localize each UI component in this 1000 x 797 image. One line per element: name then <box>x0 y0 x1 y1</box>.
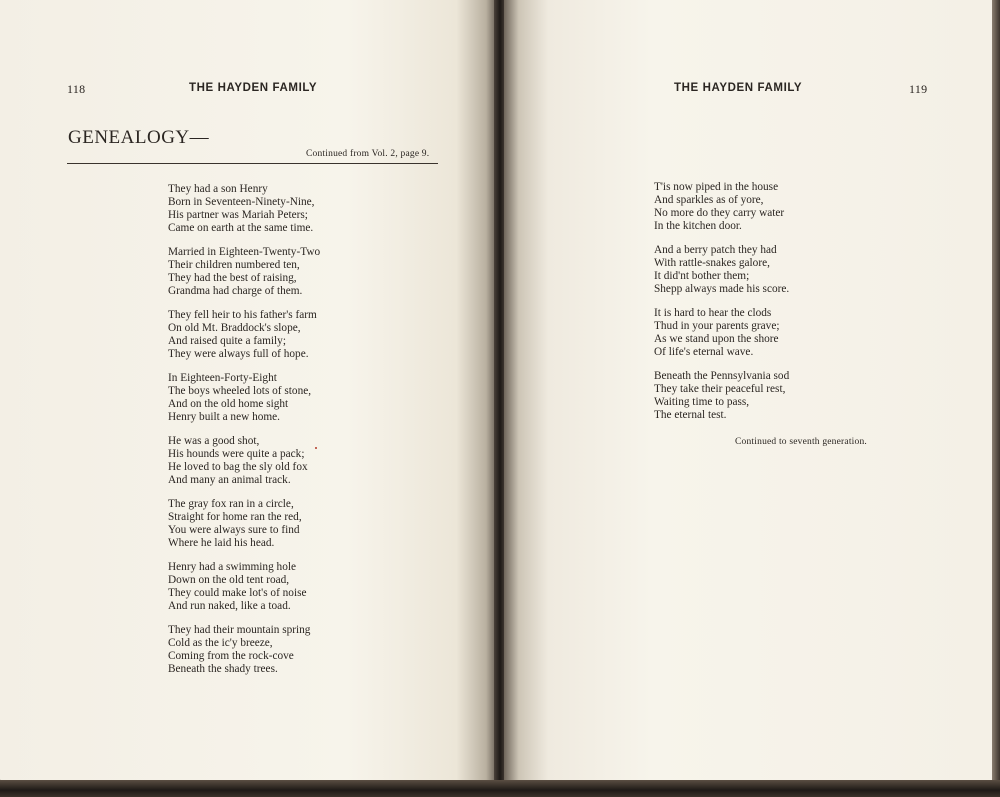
page-number-right: 119 <box>909 82 928 96</box>
poem-line: Cold as the ic'y breeze, <box>168 636 273 649</box>
poem-line: Waiting time to pass, <box>654 396 750 409</box>
poem-line: He loved to bag the sly old fox <box>168 461 308 474</box>
stanza <box>654 370 789 422</box>
poem-line: T'is now piped in the house <box>654 181 779 193</box>
page-number-left: 118 <box>67 82 86 96</box>
poem-line: They were always full of hope. <box>168 348 309 361</box>
stanza <box>168 498 320 550</box>
poem-line: Grandma had charge of them. <box>168 285 303 298</box>
poem-line: It did'nt bother them; <box>654 270 750 283</box>
poem-line: On old Mt. Braddock's slope, <box>168 322 301 335</box>
stanza <box>168 435 320 487</box>
poem-right <box>654 181 789 433</box>
poem-line: It is hard to hear the clods <box>654 306 772 319</box>
poem-line: Henry had a swimming hole <box>168 560 297 573</box>
continued-from-note: Continued from Vol. 2, page 9. <box>306 149 430 159</box>
stanza <box>654 181 789 233</box>
poem-line: And on the old home sight <box>168 398 289 411</box>
poem-line: With rattle-snakes galore, <box>654 257 770 270</box>
poem-line: They take their peaceful rest, <box>654 383 786 395</box>
poem-line: Came on earth at the same time. <box>168 222 314 235</box>
running-head-left: THE HAYDEN FAMILY <box>189 82 318 94</box>
poem-line: His hounds were quite a pack; <box>168 447 305 460</box>
poem-line: You were always sure to find <box>168 524 300 537</box>
poem-line: And sparkles as of yore, <box>654 194 764 207</box>
stanza <box>168 624 320 676</box>
poem-line: The gray fox ran in a circle, <box>168 497 294 510</box>
book-edge-right <box>992 0 1000 797</box>
left-page <box>0 0 496 782</box>
poem-line: Coming from the rock-cove <box>168 649 294 662</box>
poem-line: Beneath the shady trees. <box>168 663 278 676</box>
poem-line: They fell heir to his father's farm <box>168 308 317 321</box>
poem-line: No more do they carry water <box>654 207 785 220</box>
right-page <box>504 0 996 782</box>
continued-to-note: Continued to seventh generation. <box>735 437 867 447</box>
stanza <box>654 307 789 359</box>
poem-line: Of life's eternal wave. <box>654 346 754 359</box>
poem-line: As we stand upon the shore <box>654 333 779 346</box>
poem-line: They had their mountain spring <box>168 623 311 636</box>
poem-line: He was a good shot, <box>168 434 260 447</box>
poem-line: Beneath the Pennsylvania sod <box>654 369 790 382</box>
ink-speck <box>315 447 317 449</box>
stanza <box>168 372 320 424</box>
poem-line: And raised quite a family; <box>168 335 286 348</box>
poem-line: Born in Seventeen-Ninety-Nine, <box>168 196 315 209</box>
stanza <box>168 309 320 361</box>
poem-line: The boys wheeled lots of stone, <box>168 385 312 397</box>
poem-line: And run naked, like a toad. <box>168 600 291 613</box>
poem-line: Thud in your parents grave; <box>654 320 780 333</box>
poem-line: Married in Eighteen-Twenty-Two <box>168 245 321 258</box>
poem-line: His partner was Mariah Peters; <box>168 209 308 222</box>
stanza <box>654 244 789 296</box>
section-title: GENEALOGY— <box>68 127 210 148</box>
poem-line: And a berry patch they had <box>654 243 777 256</box>
poem-line: And many an animal track. <box>168 474 291 487</box>
stanza <box>168 183 320 235</box>
stanza <box>168 246 320 298</box>
poem-line: Their children numbered ten, <box>168 259 300 272</box>
poem-line: The eternal test. <box>654 409 727 422</box>
poem-line: Shepp always made his score. <box>654 283 790 296</box>
poem-line: They had the best of raising, <box>168 272 297 285</box>
poem-line: In the kitchen door. <box>654 220 742 233</box>
poem-line: Henry built a new home. <box>168 411 280 424</box>
poem-line: In Eighteen-Forty-Eight <box>168 371 277 384</box>
poem-left <box>168 183 320 687</box>
poem-line: They had a son Henry <box>168 183 268 195</box>
poem-line: Down on the old tent road, <box>168 573 290 586</box>
poem-line: They could make lot's of noise <box>168 587 307 599</box>
book-edge-bottom <box>0 780 1000 797</box>
poem-line: Where he laid his head. <box>168 537 275 550</box>
title-rule <box>67 163 438 164</box>
poem-line: Straight for home ran the red, <box>168 510 302 523</box>
stanza <box>168 561 320 613</box>
running-head-right: THE HAYDEN FAMILY <box>674 82 803 94</box>
